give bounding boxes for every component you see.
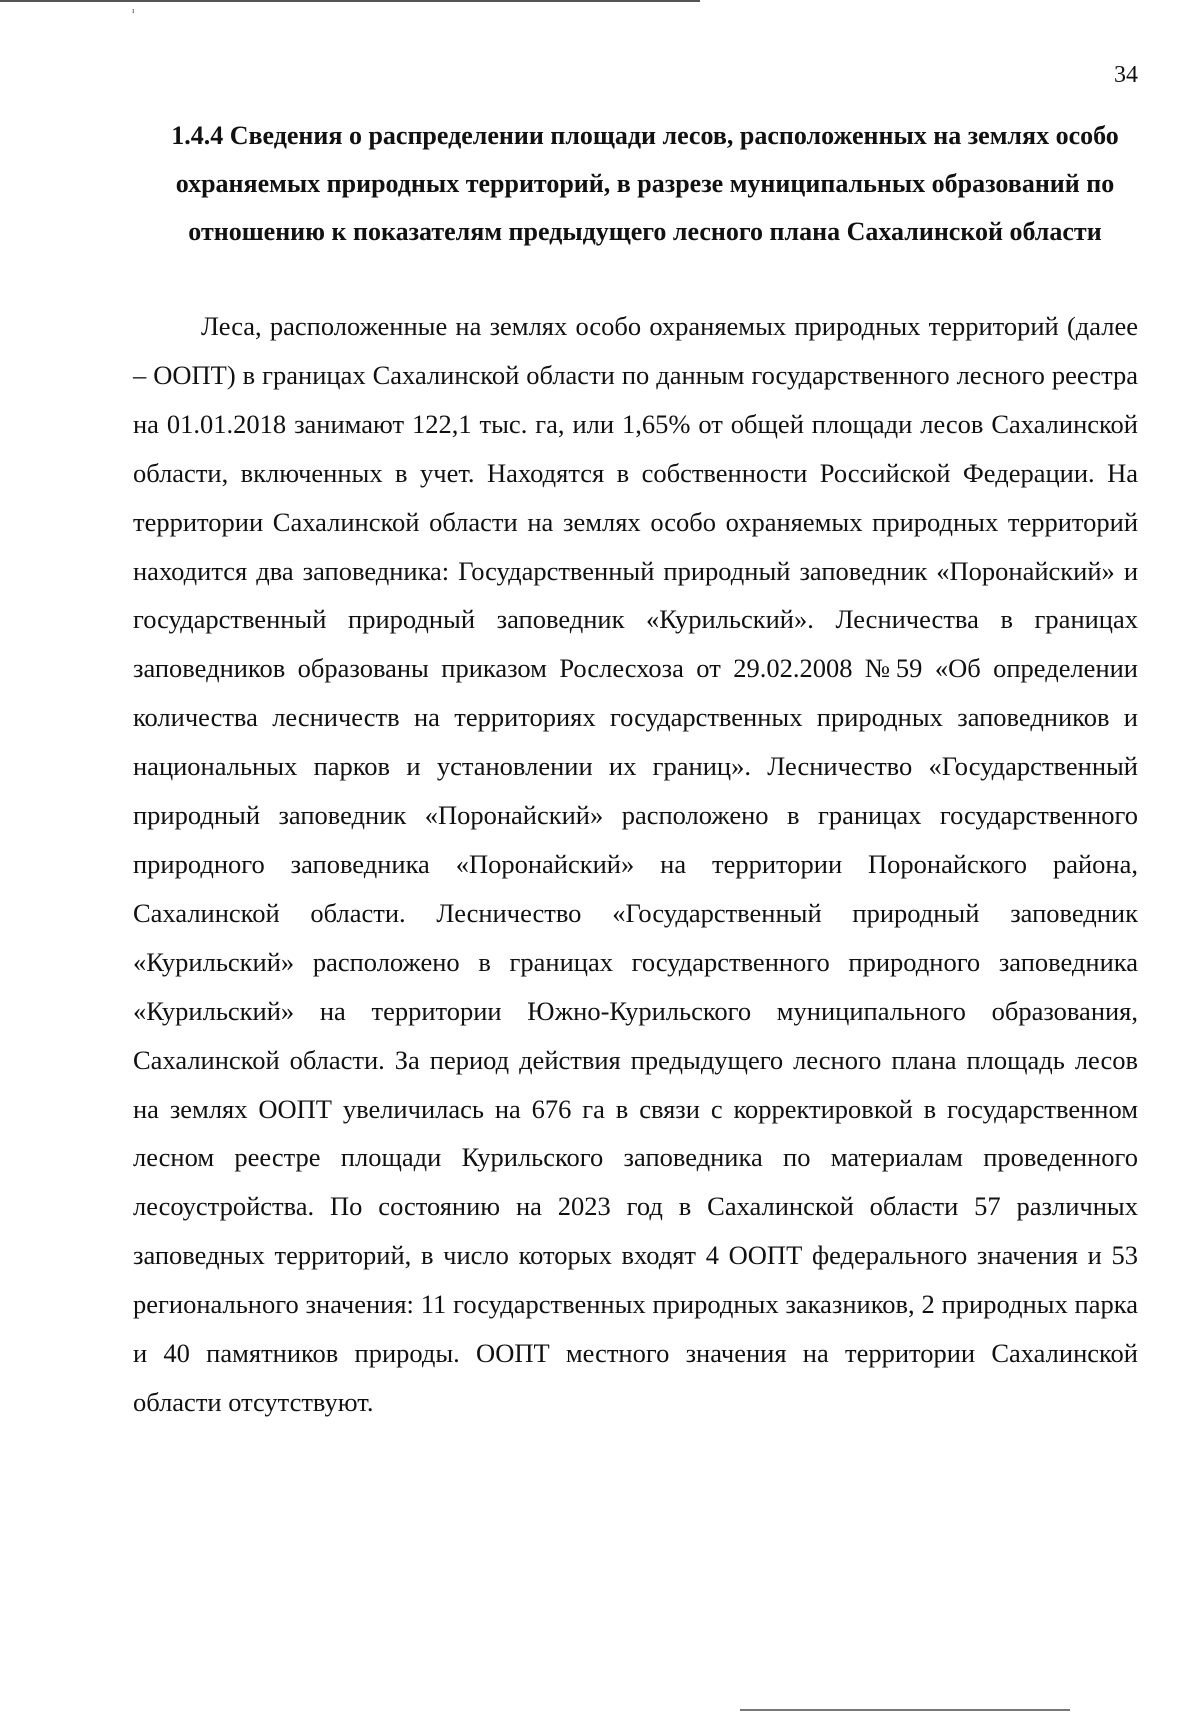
- body-paragraph: Леса, расположенные на землях особо охраняемых природных территорий (далее – ООПТ) в границах Сахалинской области по данным государственного лесного реестра на 01.01.2018 занимают 122,1 тыс. га, или 1,65% от общей площади лесов Сахалинской области, включенных в учет. Находятся в собственности Российской Федерации. На территории Сахалинской области на землях особо охраняемых природных территорий находится два заповедника: Государственный природный заповедник «Поронайский» и государственный природный заповедник «Курильский». Лесничества в границах заповедников образованы приказом Рослесхоза от 29.02.2008 №59 «Об определении количества лесничеств на территориях государственных природных заповедников и национальных парков и установлении их границ». Лесничество «Государственный природный заповедник «Поронайский» расположено в границах государственного природного заповедника «Поронайский» на территории Поронайского района, Сахалинской области. Лесничество «Государственный природный заповедник «Курильский» расположено в границах государственного природного заповедника «Курильский» на территории Южно-Курильского муниципального образования, Сахалинской области. За период действия предыдущего лесного плана площадь лесов на землях ООПТ увеличилась на 676 га в связи с корректировкой в государственном лесном реестре площади Курильского заповедника по материалам проведенного лесоустройства. По состоянию на 2023 год в Сахалинской области 57 различных заповедных территорий, в число которых входят 4 ООПТ федерального значения и 53 регионального значения: 11 государственных природных заказников, 2 природных парка и 40 памятников природы. ООПТ местного значения на территории Сахалинской области отсутствуют.: [133, 311, 1138, 1417]
- scan-edge-line: [740, 1709, 1070, 1711]
- scan-edge-line: [0, 0, 700, 2]
- scan-mark: ᶦ: [132, 6, 135, 21]
- section-heading: 1.4.4 Сведения о распределении площади лесов, расположенных на землях особо охраняемых природных территорий, в разрезе муниципальных образований по отношению к показателям предыдущего лесного плана Сахалинской области: [171, 121, 1119, 246]
- page-number: 34: [1114, 62, 1138, 88]
